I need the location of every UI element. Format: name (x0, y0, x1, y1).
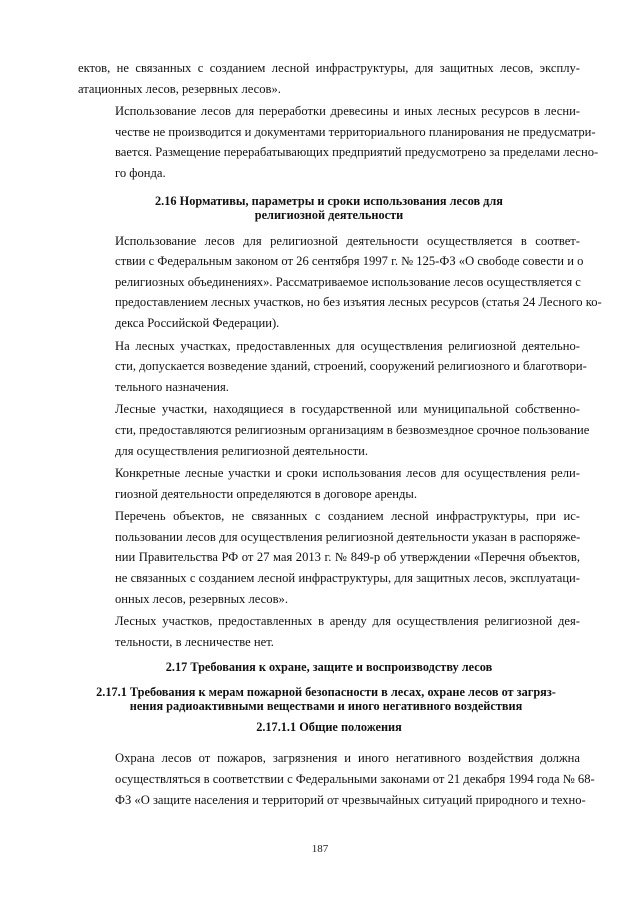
text-line: ствии с Федеральным законом от 26 сентября 1997 г. № 125-ФЗ «О свободе совести и о (115, 254, 584, 269)
text-line: сти, предоставляются религиозным организациям в безвозмездное срочное пользование (115, 422, 590, 437)
text-line: Охрана лесов от пожаров, загрязнения и иного негативного воздействия должна (115, 751, 580, 766)
section-heading-2-17-1-line1: 2.17.1 Требования к мерам пожарной безопасности в лесах, охране лесов от загряз- (96, 684, 556, 699)
text-line: го фонда. (115, 165, 166, 180)
paragraph (78, 399, 590, 461)
text-line: Лесных участков, предоставленных в аренду для осуществления религиозной дея- (115, 614, 580, 629)
paragraph (78, 611, 580, 652)
page-number: 187 (311, 843, 329, 855)
section-heading-2-17-1-line2: нения радиоактивными веществами и иного негативного воздействия (129, 699, 523, 714)
text-line: онных лесов, резервных лесов». (115, 591, 288, 606)
section-heading-2-17: 2.17 Требования к охране, защите и воспроизводству лесов (165, 660, 493, 675)
text-line: сти, допускается возведение зданий, строений, сооружений религиозного и благотвори- (115, 359, 587, 374)
text-line: для осуществления религиозной деятельности. (115, 443, 368, 458)
text-line: Перечень объектов, не связанных с созданием лесной инфраструктуры, при ис- (115, 509, 580, 524)
paragraph (78, 463, 580, 504)
paragraph (78, 58, 580, 99)
text-line: Лесные участки, находящиеся в государственной или муниципальной собственно- (115, 402, 580, 417)
paragraph (78, 336, 587, 398)
paragraph (78, 231, 602, 334)
section-heading-2-16-line1: 2.16 Нормативы, параметры и сроки использования лесов для (155, 193, 503, 208)
text-line: Использование лесов для религиозной деятельности осуществляется в соответ- (115, 233, 580, 248)
section-heading-2-17-1 (78, 685, 580, 714)
text-line: На лесных участках, предоставленных для осуществления религиозной деятельно- (115, 338, 580, 353)
text-line: нии Правительства РФ от 27 мая 2013 г. № 849-р об утверждении «Перечня объектов, (115, 550, 580, 565)
section-heading-2-16 (78, 194, 580, 223)
text-line: не связанных с созданием лесной инфраструктуры, для защитных лесов, эксплуатаци- (115, 571, 580, 586)
text-line: Использование лесов для переработки древесины и иных лесных ресурсов в лесни- (115, 104, 580, 119)
intro-paragraphs (78, 58, 599, 184)
text-line: тельного назначения. (115, 379, 229, 394)
section-heading-2-16-line2: религиозной деятельности (254, 208, 404, 223)
text-line: тельности, в лесничестве нет. (115, 634, 274, 649)
text-line: ектов, не связанных с созданием лесной инфраструктуры, для защитных лесов, эксплу- (78, 61, 580, 75)
text-line: Конкретные лесные участки и сроки использования лесов для осуществления рели- (115, 466, 580, 481)
text-line: пользовании лесов для осуществления религиозной деятельности указан в распоряже- (115, 529, 581, 544)
paragraph (78, 506, 580, 609)
paragraph (78, 748, 595, 810)
text-line: декса Российской Федерации). (115, 315, 280, 330)
text-line: вается. Размещение перерабатывающих предприятий предусмотрено за пределами лесно- (115, 145, 599, 160)
section-2-16-paragraphs (78, 231, 602, 653)
text-line: гиозной деятельности определяются в договоре аренды. (115, 486, 417, 501)
section-heading-2-17-1-1: 2.17.1.1 Общие положения (256, 719, 402, 734)
page-content (78, 58, 602, 812)
text-line: атационных лесов, резервных лесов». (78, 81, 281, 96)
text-line: осуществляться в соответствии с Федеральными законами от 21 декабря 1994 года № 68- (115, 772, 595, 787)
paragraph (78, 101, 599, 183)
text-line: честве не производится и документами территориального планирования не предусматри- (115, 124, 596, 139)
section-2-17-1-1-paragraphs (78, 748, 595, 810)
text-line: предоставлением лесных участков, но без изъятия лесных ресурсов (статья 24 Лесного ко- (115, 295, 602, 310)
text-line: религиозных объединениях». Рассматриваемое использование лесов осуществляется с (115, 274, 581, 289)
text-line: ФЗ «О защите населения и территорий от чрезвычайных ситуаций природного и техно- (115, 792, 586, 807)
